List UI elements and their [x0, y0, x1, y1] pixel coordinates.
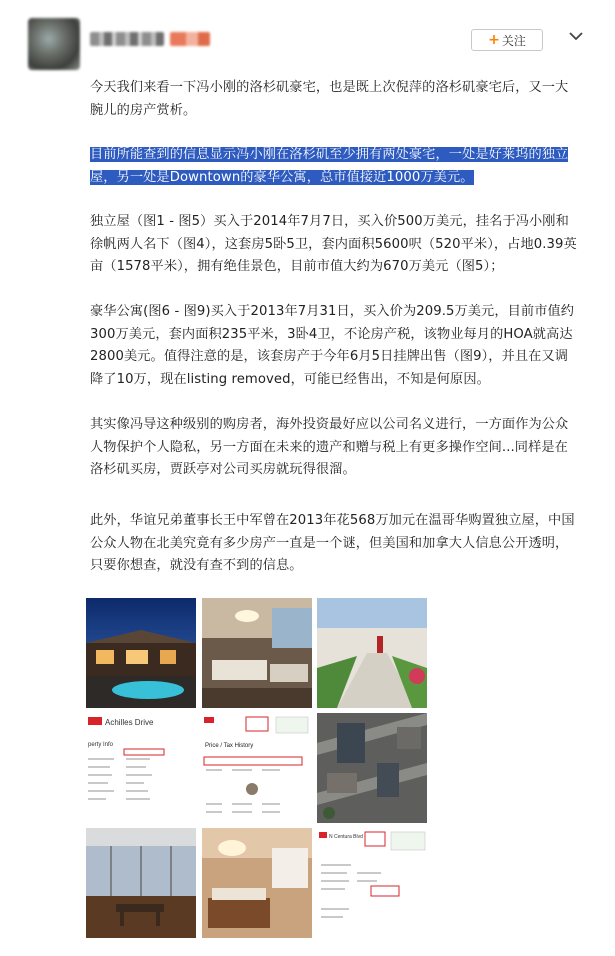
- post-paragraph-6: 此外，华谊兄弟董事长王中军曾在2013年花568万加元在温哥华购置独立屋，中国公众人物在北美究竟有多少房产一直是一个谜，但美国和加拿大人信息公开透明，只要你想查，就没有查不到的信息。: [90, 513, 575, 573]
- post-paragraph-4: 豪华公寓(图6 - 图9)买入于2013年7月31日，买入价为209.5万美元，目前市值约300万美元，套内面积235平米，3卧4卫，不论房产税，该物业每月的HOA就高达2800美元。值得注意的是，该套房产于今年6月5日挂牌出售（图9），并且在又调降了10万，现在listing removed，可能已经售出，不知是何原因。: [90, 304, 575, 387]
- img4-sub: perty Info: [88, 742, 114, 748]
- image-listing-centura[interactable]: [317, 828, 427, 938]
- chevron-down-icon[interactable]: [566, 26, 586, 46]
- image-bathroom[interactable]: [202, 828, 312, 938]
- username-blurred[interactable]: [90, 32, 164, 46]
- image-courtyard[interactable]: [317, 598, 427, 708]
- post-paragraph-3: 独立屋（图1 - 图5）买入于2014年7月7日，买入价500万美元，挂名于冯小刚和徐帆两人名下（图4），这套房5卧5卫，套内面积5600呎（520平米），占地0.39英亩（1578平米），拥有绝佳景色，目前市值大约为670万美元（图5）；: [90, 214, 577, 274]
- img9-title: N Centura Blvd: [329, 834, 363, 840]
- post-paragraph-1: 今天我们来看一下冯小刚的洛杉矶豪宅，也是既上次倪萍的洛杉矶豪宅后，又一大腕儿的房产赏析。: [90, 80, 569, 118]
- image-grid: [86, 598, 428, 938]
- image-apartment-windows[interactable]: [86, 828, 196, 938]
- image-aerial-city[interactable]: [317, 713, 427, 823]
- image-price-tax-history[interactable]: [202, 713, 312, 823]
- image-living-room[interactable]: [202, 598, 312, 708]
- post-paragraph-2-highlighted: [90, 144, 580, 189]
- highlighted-text: 目前所能查到的信息显示冯小刚在洛杉矶至少拥有两处豪宅，一处是好莱坞的独立屋，另一处是Downtown的豪华公寓，总市值接近1000万美元。: [90, 147, 569, 185]
- img5-heading: Price / Tax History: [205, 743, 254, 749]
- follow-label: 关注: [501, 33, 526, 48]
- img4-title: Achilles Drive: [105, 718, 154, 727]
- post-paragraph-5: 其实像冯导这种级别的购房者，海外投资最好应以公司名义进行，一方面作为公众人物保护个人隐私，另一方面在未来的遗产和赠与税上有更多操作空间...同样是在洛杉矶买房，贾跃亭对公司买房就玩得很溜。: [90, 417, 569, 477]
- image-villa-night[interactable]: [86, 598, 196, 708]
- follow-button[interactable]: [471, 29, 543, 51]
- plus-icon: +: [488, 32, 500, 48]
- user-badge-blurred: [170, 32, 210, 46]
- user-avatar[interactable]: [28, 18, 80, 70]
- image-listing-achilles[interactable]: [86, 713, 196, 823]
